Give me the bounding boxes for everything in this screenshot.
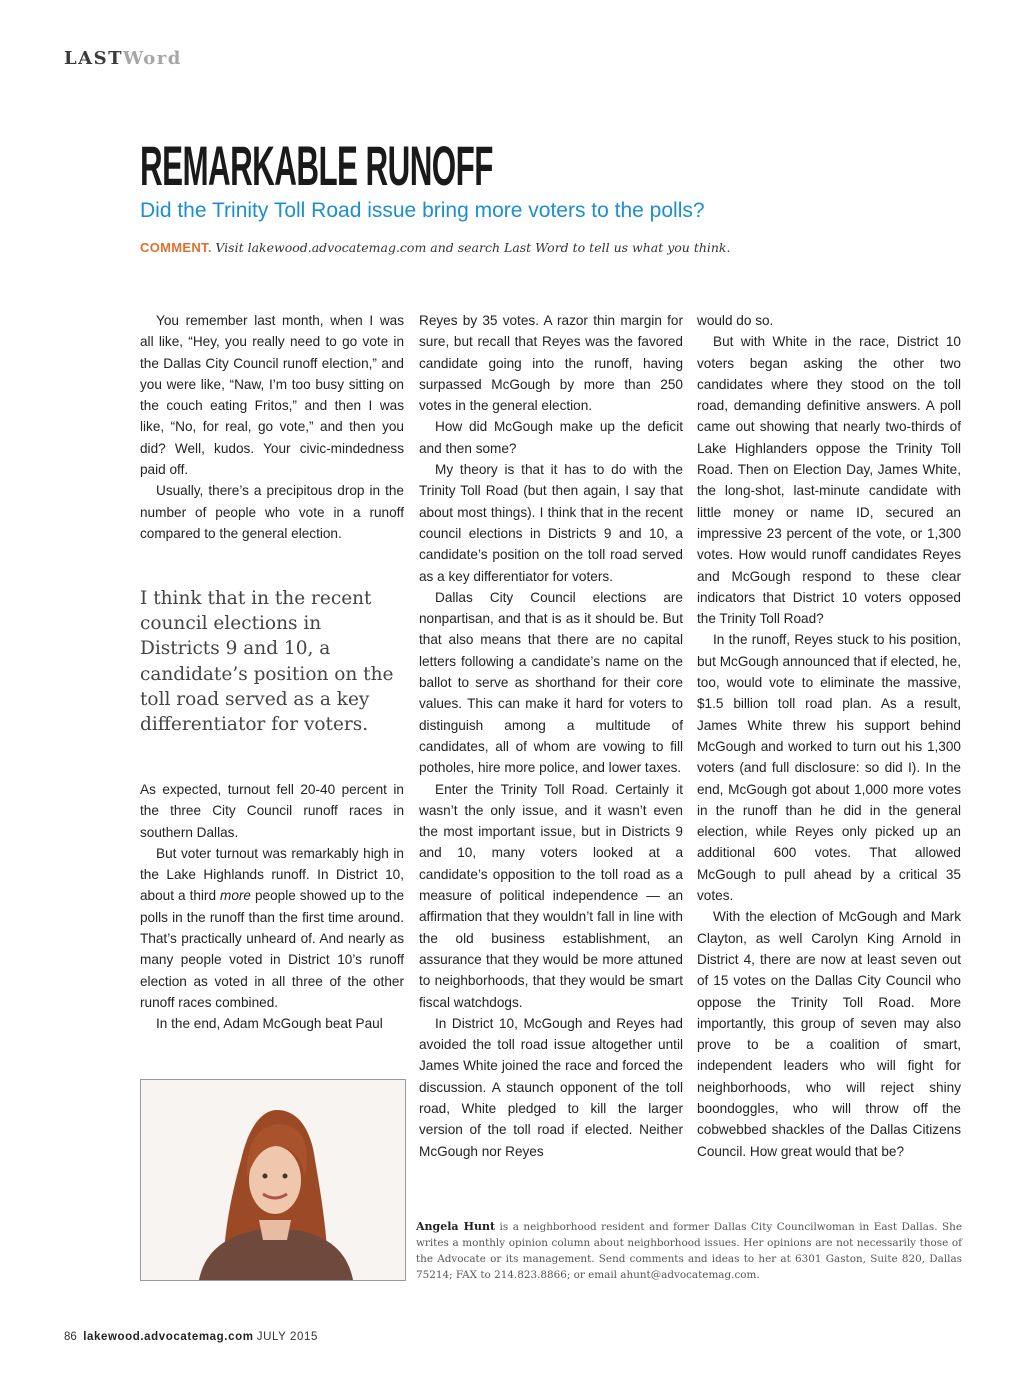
kicker-last: LAST <box>64 48 124 69</box>
comment-text: Visit lakewood.advocatemag.com and search Last Word to tell us what you think. <box>215 240 731 255</box>
paragraph: Usually, there’s a precipitous drop in the number of people who vote in a runoff compared to the general election. <box>140 483 404 541</box>
paragraph: With the election of McGough and Mark Clayton, as well Carolyn King Arnold in District 4, there are now at least seven out of 15 votes on the Dallas City Council who oppose the Trinity Toll Road. More importantly, this group of seven may also prove to be a coalition of smart, independent leaders who will fight for neighborhoods, who will reject shiny boondoggles, who will throw off the cobwebbed shackles of the Dallas Citizens Council. How great would that be? <box>697 909 961 1159</box>
paragraph-text: But voter turnout was remarkably high in the Lake Highlands runoff. In District 10, about a third <box>140 845 404 904</box>
paragraph: You remember last month, when I was all like, “Hey, you really need to go vote in the Dallas City Council runoff election,” and you were like, “Naw, I’m too busy sitting on the couch eating Fritos,” and then I was like, “No, for real, go vote,” and then you did? Well, kudos. Your civic-mindedness paid off. <box>140 313 404 478</box>
paragraph <box>140 843 404 1013</box>
paragraph: How did McGough make up the deficit and then some? <box>419 419 683 456</box>
author-photo <box>140 1079 406 1281</box>
paragraph: Dallas City Council elections are nonpartisan, and that is as it should be. But that also means that there are no capital letters following a candidate’s name on the ballot to serve as shorthand for their core values. This can make it hard for voters to distinguish among a multitude of candidates, all of whom are vowing to fill potholes, hire more police, and lower taxes. <box>419 589 683 776</box>
paragraph: In the end, Adam McGough beat Paul <box>156 1016 383 1032</box>
article-deck: Did the Trinity Toll Road issue bring more voters to the polls? <box>140 199 705 222</box>
article-headline: REMARKABLE RUNOFF <box>140 134 493 197</box>
paragraph: In District 10, McGough and Reyes had avoided the toll road issue altogether until James White joined the race and forced the discussion. A staunch opponent of the toll road, White pledged to kill the larger version of the toll road if elected. Neither McGough nor Reyes <box>419 1015 683 1159</box>
author-bio <box>416 1219 962 1283</box>
author-name: Angela Hunt <box>416 1220 496 1233</box>
comment-label: COMMENT. <box>140 240 212 255</box>
author-portrait-illustration <box>141 1080 405 1280</box>
pull-quote: I think that in the recent council elections in Districts 9 and 10, a candidate’s position on the toll road served as a key differentiator for voters. <box>140 588 394 736</box>
paragraph: But with White in the race, District 10 voters began asking the other two candidates where they stood on the toll road, demanding definitive answers. A poll came out showing that nearly two-thirds of Lake Highlanders oppose the Trinity Toll Road. Then on Election Day, James White, the long-shot, last-minute candidate with little money or name ID, secured an impressive 23 percent of the vote, or 1,300 votes. How would runoff candidates Reyes and McGough respond to these clear indicators that District 10 voters opposed the Trinity Toll Road? <box>697 334 961 627</box>
paragraph: would do so. <box>697 313 774 328</box>
paragraph: Reyes by 35 votes. A razor thin margin for sure, but recall that Reyes was the favored candidate going into the runoff, having surpassed McGough by more than 250 votes in the general election. <box>419 313 683 414</box>
footer-site: lakewood.advocatemag.com <box>83 1331 254 1343</box>
paragraph: Enter the Trinity Toll Road. Certainly it wasn’t the only issue, and it wasn’t even the most important issue, but in Districts 9 and 10, many voters looked at a candidate’s opposition to the toll road as a measure of political independence — an affirmation that they wouldn’t fall in line with the old business establishment, an assurance that they would be more attuned to neighborhoods, that they would be smart fiscal watchdogs. <box>419 781 683 1010</box>
paragraph: My theory is that it has to do with the Trinity Toll Road (but then again, I say that about most things). I think that in the recent council elections in Districts 9 and 10, a candidate’s position on the toll road served as a key differentiator for voters. <box>419 462 683 584</box>
body-column-1-top <box>140 310 404 544</box>
footer-date: JULY 2015 <box>256 1331 318 1343</box>
body-column-3 <box>697 310 961 1162</box>
emphasis-more: more <box>220 888 251 904</box>
body-column-1-bottom <box>140 779 404 1035</box>
paragraph: In the runoff, Reyes stuck to his position, but McGough announced that if elected, he, too, would vote to eliminate the massive, $1.5 billion toll road plan. As a result, James White threw his support behind McGough and worked to turn out his 1,300 voters (and full disclosure: so did I). In the end, McGough got about 1,000 more votes in the runoff than he did in the general election, while Reyes only picked up an additional 600 votes. That allowed McGough to pull ahead by a critical 35 votes. <box>697 632 961 904</box>
section-kicker <box>64 48 182 69</box>
paragraph: As expected, turnout fell 20-40 percent in the three City Council runoff races in southern Dallas. <box>140 782 404 840</box>
kicker-word: Word <box>123 48 182 69</box>
page-footer <box>64 1331 318 1343</box>
comment-line <box>140 240 730 255</box>
body-column-2 <box>419 310 683 1162</box>
page-number: 86 <box>64 1331 77 1343</box>
author-bio-text: is a neighborhood resident and former Dallas City Councilwoman in East Dallas. She writes a monthly opinion column about neighborhood issues. Her opinions are not necessarily those of the Advocate or its management. Send comments and ideas to her at 6301 Gaston, Suite 820, Dallas 75214; FAX to 214.823.8866; or email ahunt@advocatemag.com. <box>416 1221 962 1281</box>
paragraph-text: people showed up to the polls in the runoff than the first time around. That’s practically unheard of. And nearly as many people voted in District 10’s runoff election as voted in all three of the other runoff races combined. <box>140 888 404 1010</box>
